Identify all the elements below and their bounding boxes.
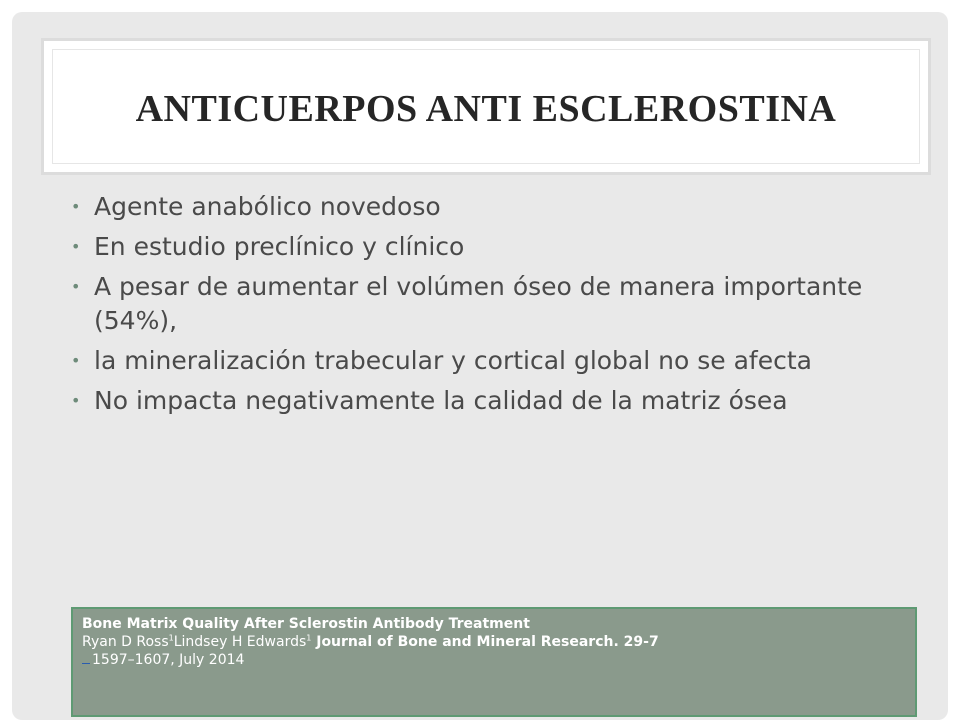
reference-pages-line	[82, 651, 906, 669]
reference-authors-line	[82, 633, 906, 651]
bullet-text: A pesar de aumentar el volúmen óseo de manera importante (54%),	[94, 272, 863, 335]
bullet-list	[67, 190, 897, 424]
bullet-marker: •	[71, 197, 81, 216]
bullet-text: Agente anabólico novedoso	[94, 192, 441, 221]
bullet-marker: •	[71, 237, 81, 256]
title-box	[41, 38, 931, 175]
reference-author-2-sup: 1	[306, 633, 312, 643]
reference-box	[71, 607, 917, 717]
slide	[12, 12, 948, 720]
bullet-item	[67, 344, 897, 378]
bullet-text: No impacta negativamente la calidad de la matriz ósea	[94, 386, 788, 415]
bullet-text: la mineralización trabecular y cortical global no se afecta	[94, 346, 812, 375]
reference-title: Bone Matrix Quality After Sclerostin Antibody Treatment	[82, 616, 530, 632]
reference-author-1-sup: 1	[168, 633, 174, 643]
reference-journal: Journal of Bone and Mineral Research. 29-7	[311, 634, 659, 650]
bullet-item	[67, 190, 897, 224]
bullet-item	[67, 384, 897, 418]
reference-author-1: Ryan D Ross	[82, 634, 169, 650]
reference-link[interactable]	[82, 651, 90, 664]
bullet-marker: •	[71, 351, 81, 370]
bullet-item	[67, 230, 897, 264]
bullet-text: En estudio preclínico y clínico	[94, 232, 465, 261]
reference-pages: 1597–1607, July 2014	[92, 652, 245, 668]
title-frame	[52, 49, 920, 164]
reference-author-2: Lindsey H Edwards	[173, 634, 307, 650]
bullet-marker: •	[71, 277, 81, 296]
bullet-item	[67, 270, 897, 338]
slide-title: ANTICUERPOS ANTI ESCLEROSTINA	[135, 87, 837, 130]
bullet-marker: •	[71, 391, 81, 410]
